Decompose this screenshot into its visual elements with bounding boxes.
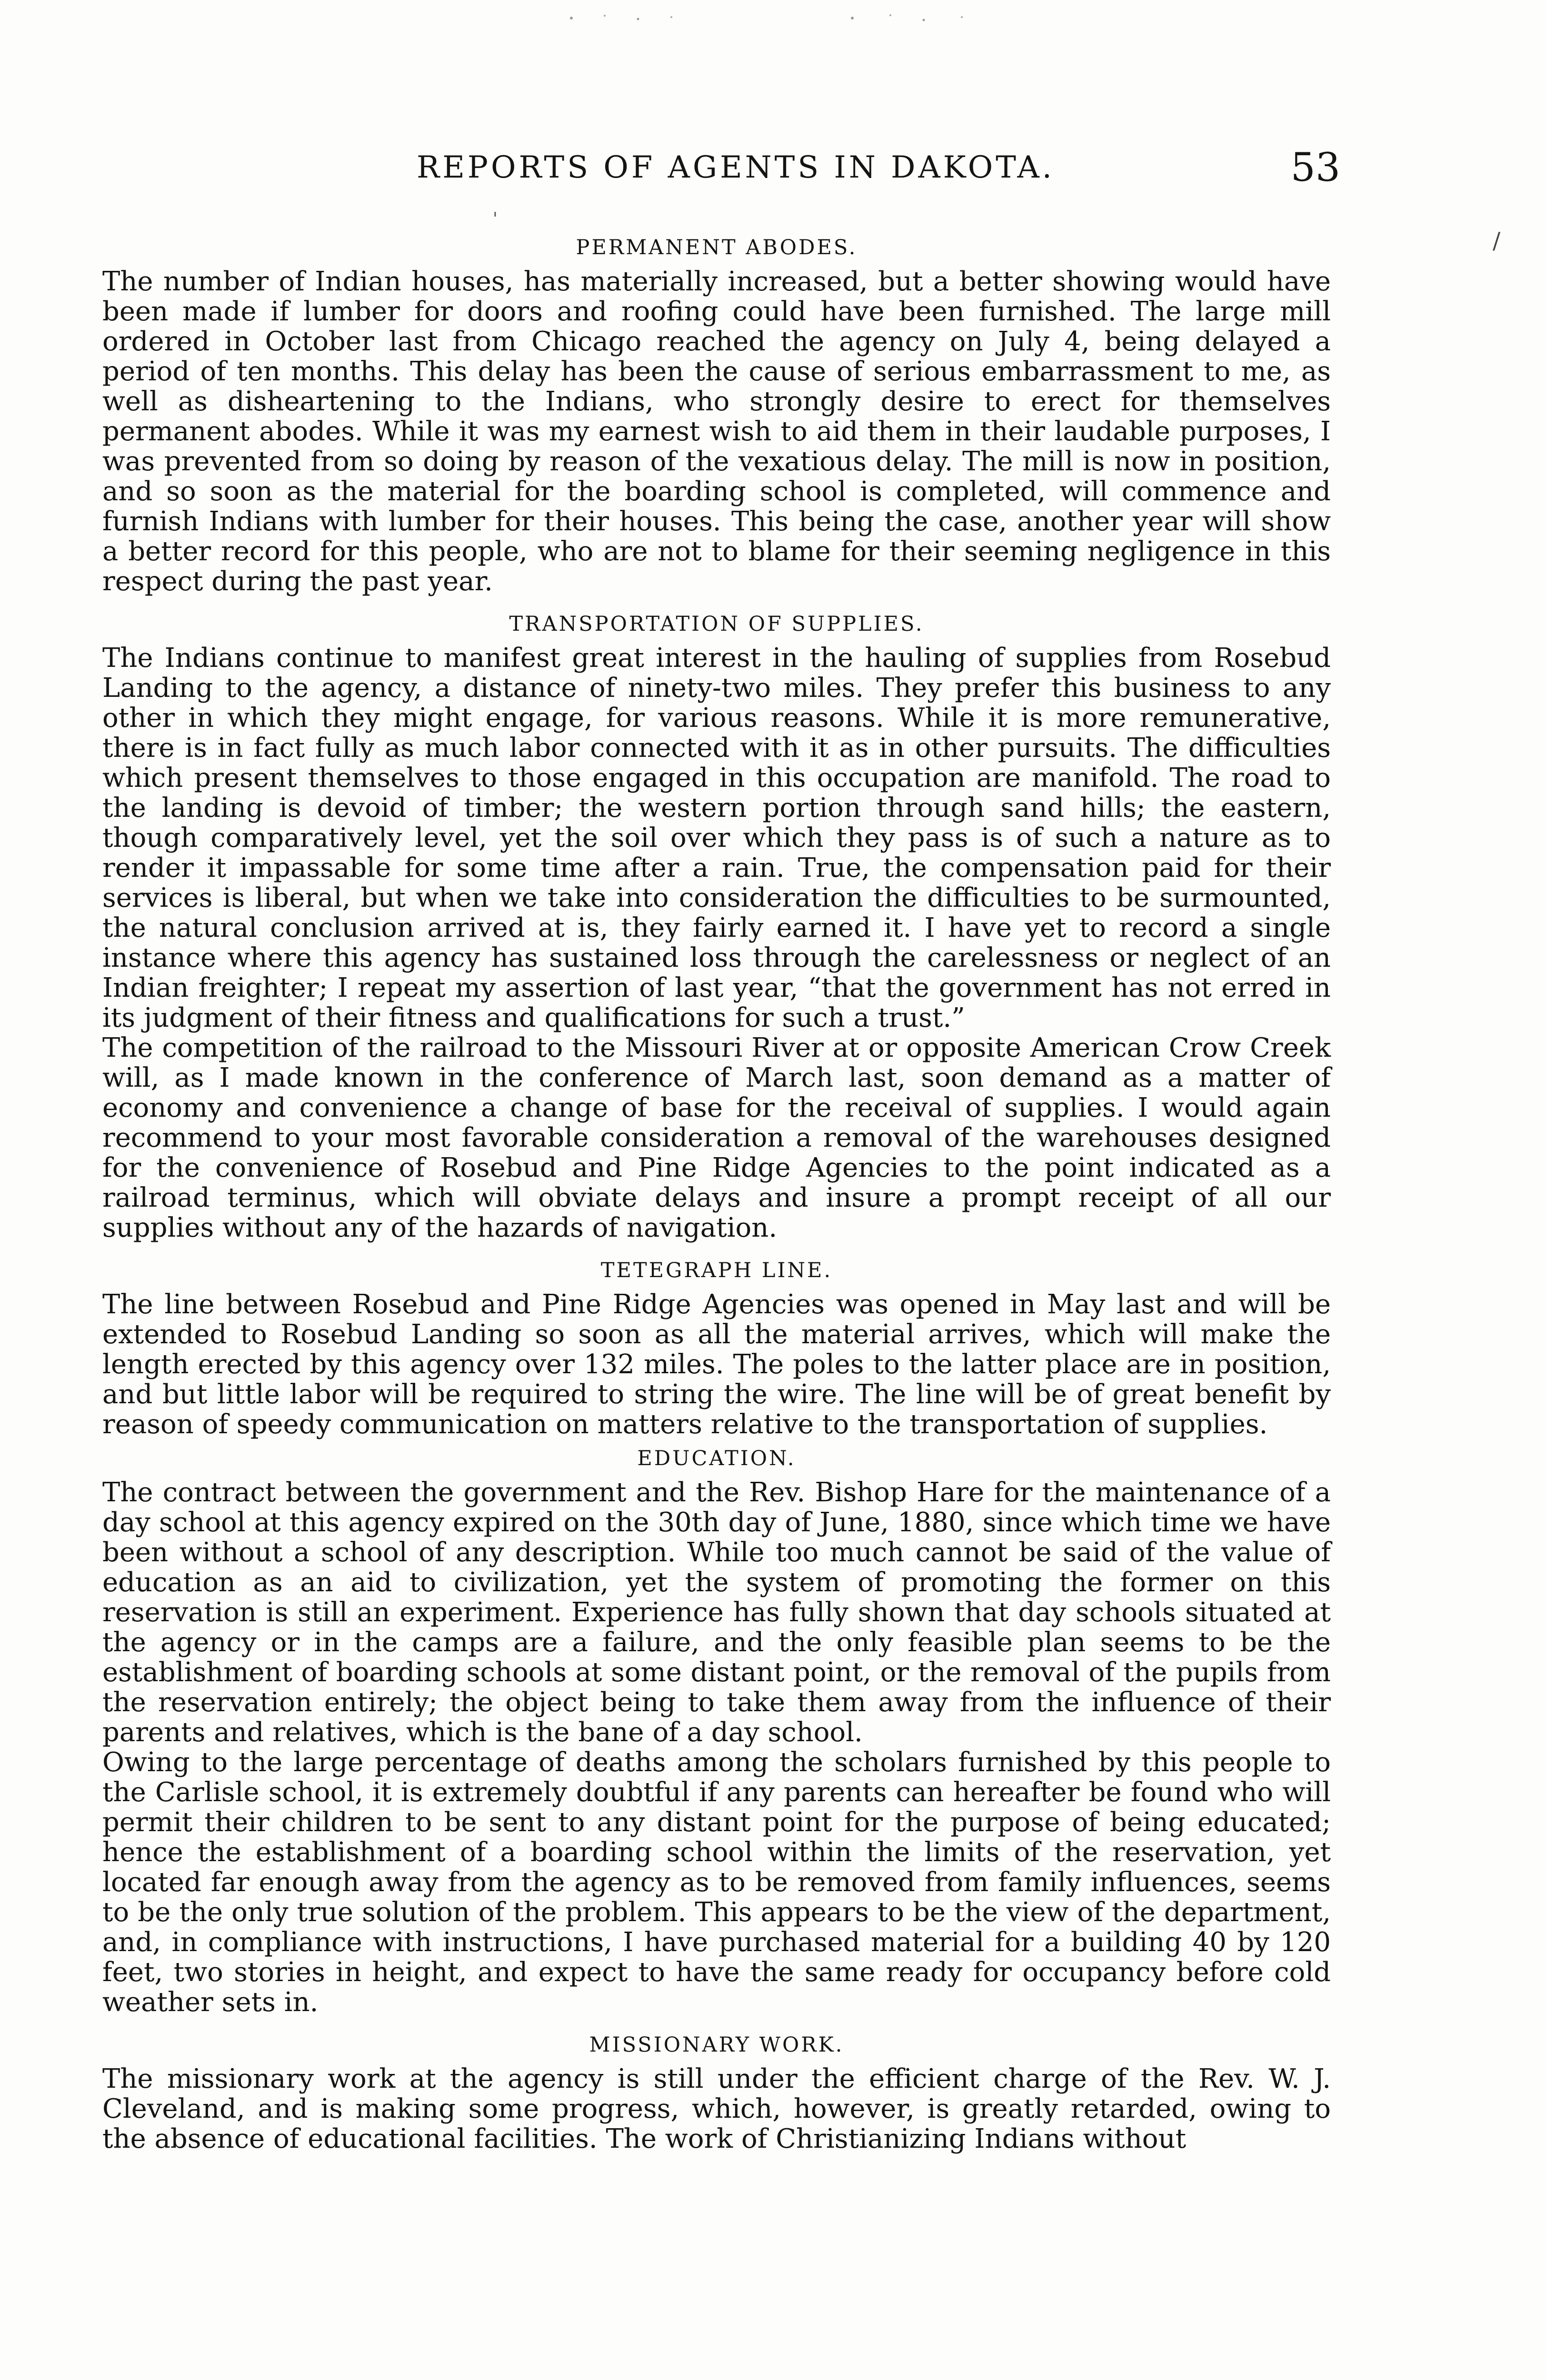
- paragraph-missionary-1: The missionary work at the agency is still under the efficient charge of the Rev. W. J. Cleveland, and is making some progress, which, however, is greatly retarded, owing to the absence of educational facilities. The work of Christianizing Indians without: [102, 2063, 1331, 2154]
- section-heading-education: EDUCATION.: [637, 1447, 796, 1470]
- paragraph-telegraph-1: The line between Rosebud and Pine Ridge Agencies was opened in May last and will be extended to Rosebud Landing so soon as all the material arrives, which will make the length erected by this agency over 132 miles. The poles to the latter place are in position, and but little labor will be required to string the wire. The line will be of great benefit by reason of speedy communication on matters relative to the transportation of supplies.: [102, 1289, 1331, 1440]
- section-heading-telegraph-line: TETEGRAPH LINE.: [600, 1259, 833, 1282]
- paragraph-transportation-2: The competition of the railroad to the Missouri River at or opposite American Crow Creek will, as I made known in the conference of March last, soon demand as a matter of economy and convenience a change of base for the receival of supplies. I would again recommend to your most favorable consideration a removal of the warehouses designed for the convenience of Rosebud and Pine Ridge Agencies to the point indicated as a railroad terminus, which will obviate delays and insure a prompt receipt of all our supplies without any of the hazards of navigation.: [102, 1032, 1331, 1243]
- page-number: 53: [1290, 145, 1340, 190]
- margin-mark: /: [1493, 228, 1501, 254]
- section-heading-missionary-work: MISSIONARY WORK.: [589, 2033, 844, 2057]
- paragraph-permanent-abodes-1: The number of Indian houses, has materially increased, but a better showing would have been made if lumber for doors and roofing could have been furnished. The large mill ordered in October last from Chicago reached the agency on July 4, being delayed a period of ten months. This delay has been the cause of serious embarrassment to me, as well as disheartening to the Indians, who strongly desire to erect for themselves permanent abodes. While it was my earnest wish to aid them in their laudable purposes, I was prevented from so doing by reason of the vexatious delay. The mill is now in position, and so soon as the material for the boarding school is completed, will commence and furnish Indians with lumber for their houses. This being the case, another year will show a better record for this people, who are not to blame for their seeming negligence in this respect during the past year.: [102, 266, 1331, 597]
- paragraph-transportation-1: The Indians continue to manifest great interest in the hauling of supplies from Rosebud Landing to the agency, a distance of ninety-two miles. They prefer this business to any other in which they might engage, for various reasons. While it is more remunerative, there is in fact fully as much labor connected with it as in other pursuits. The difficulties which present themselves to those engaged in this occupation are manifold. The road to the landing is devoid of timber; the western portion through sand hills; the eastern, though comparatively level, yet the soil over which they pass is of such a nature as to render it impassable for some time after a rain. True, the compensation paid for their services is liberal, but when we take into consideration the difficulties to be surmounted, the natural conclusion arrived at is, they fairly earned it. I have yet to record a single instance where this agency has sustained loss through the carelessness or neglect of an Indian freighter; I repeat my assertion of last year, “that the government has not erred in its judgment of their fitness and qualifications for such a trust.”: [102, 643, 1331, 1033]
- section-heading-permanent-abodes: PERMANENT ABODES.: [576, 236, 858, 259]
- section-heading-transportation: TRANSPORTATION OF SUPPLIES.: [509, 612, 924, 636]
- running-title: REPORTS OF AGENTS IN DAKOTA.: [417, 150, 1055, 185]
- paragraph-education-1: The contract between the government and the Rev. Bishop Hare for the maintenance of a day school at this agency expired on the 30th day of June, 1880, since which time we have been without a school of any description. While too much cannot be said of the value of education as an aid to civilization, yet the system of promoting the former on this reservation is still an experiment. Experience has fully shown that day schools situated at the agency or in the camps are a failure, and the only feasible plan seems to be the establishment of boarding schools at some distant point, or the removal of the pupils from the reservation entirely; the object being to take them away from the influence of their parents and relatives, which is the bane of a day school.: [102, 1477, 1331, 1748]
- paragraph-education-2: Owing to the large percentage of deaths among the scholars furnished by this people to the Carlisle school, it is extremely doubtful if any parents can hereafter be found who will permit their children to be sent to any distant point for the purpose of being educated; hence the establishment of a boarding school within the limits of the reservation, yet located far enough away from the agency as to be removed from family influences, seems to be the only true solution of the problem. This appears to be the view of the department, and, in compliance with instructions, I have purchased material for a building 40 by 120 feet, two stories in height, and expect to have the same ready for occupancy before cold weather sets in.: [102, 1747, 1331, 2018]
- stray-tick-mark: ': [493, 209, 498, 229]
- page-body: [102, 228, 1331, 2154]
- scan-specks-decoration: [562, 9, 990, 28]
- running-header: [107, 145, 1340, 198]
